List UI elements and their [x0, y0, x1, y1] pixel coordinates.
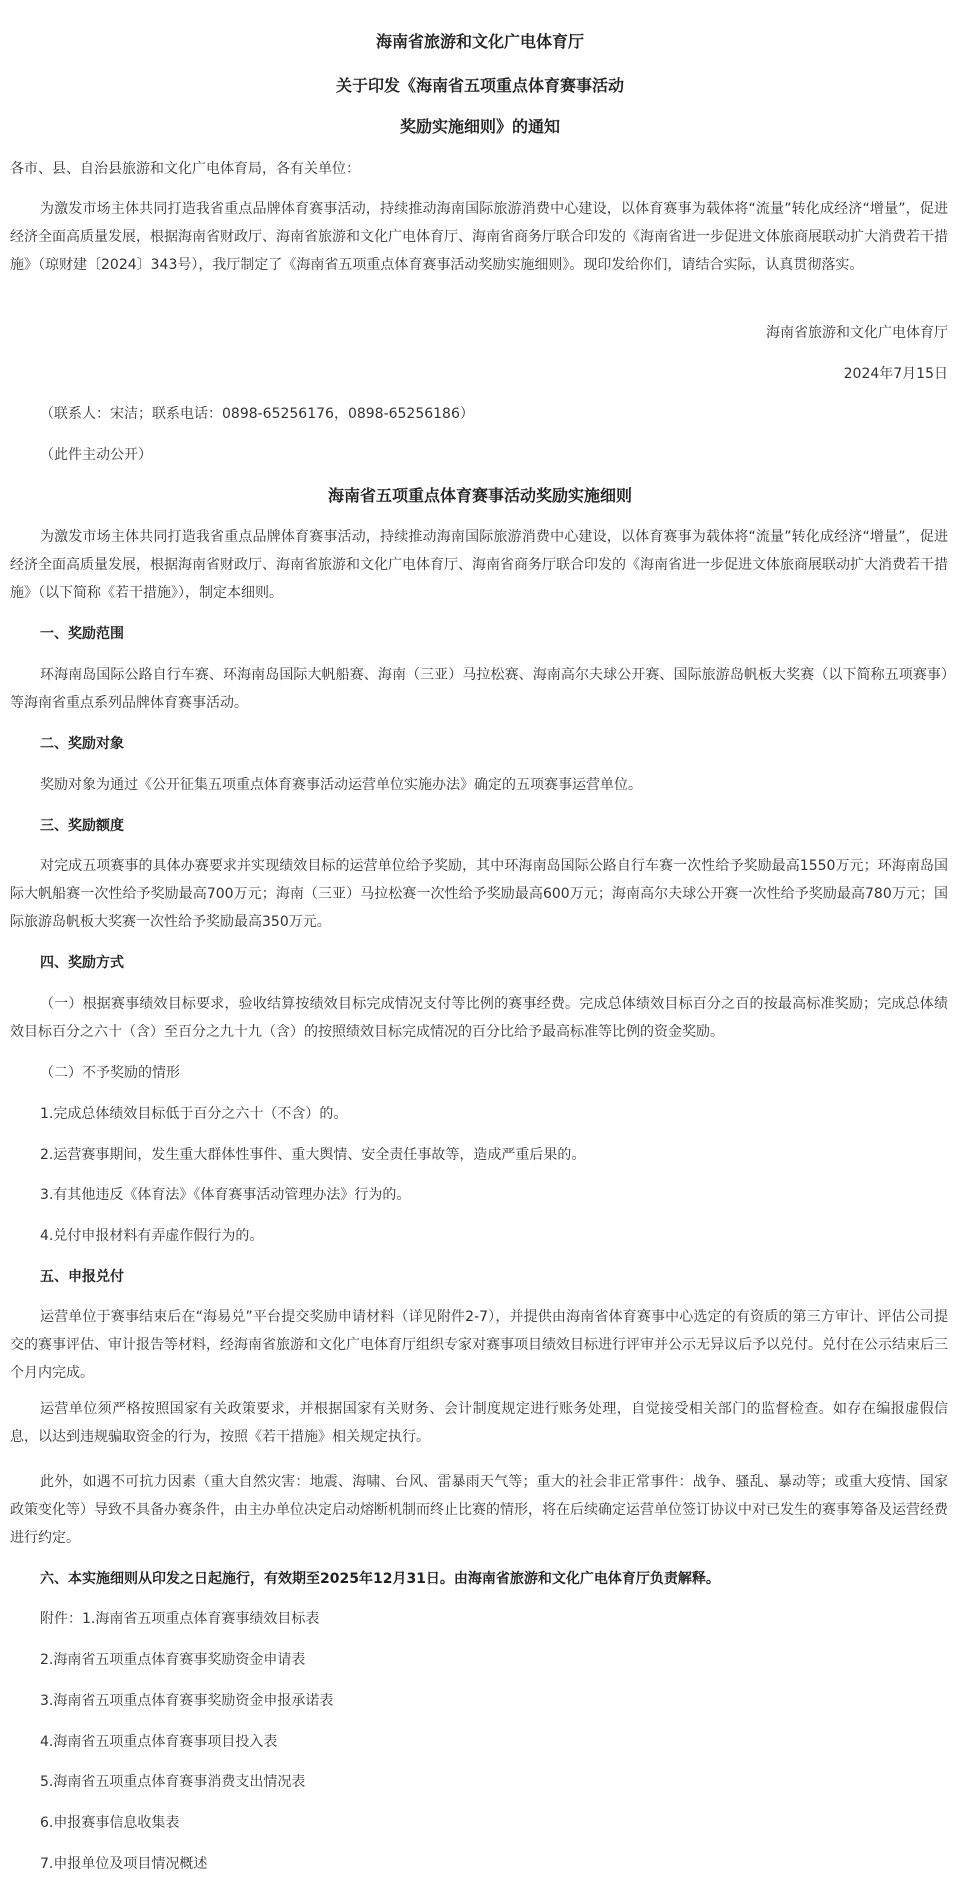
section-4-heading: 四、奖励方式 [40, 955, 124, 971]
section-3-heading: 三、奖励额度 [40, 818, 124, 834]
list-item: 3.有其他违反《体育法》《体育赛事活动管理办法》行为的。 [40, 1187, 411, 1203]
section-5-para-2: 运营单位须严格按照国家有关政策要求，并根据国家有关财务、会计制度规定进行账务处理，自觉接受相关部门的监督检查。如存在编报虚假信息，以达到违规骗取资金的行为，按照《若干措施》相关规定执行。 [10, 1401, 948, 1445]
attachment-item: 7.申报单位及项目情况概述 [40, 1856, 208, 1872]
section-5-heading: 五、申报兑付 [40, 1269, 124, 1285]
signature-date: 2024年7月15日 [843, 366, 948, 382]
doc-title-line-3: 奖励实施细则》的通知 [399, 117, 560, 136]
section-2-body: 奖励对象为通过《公开征集五项重点体育赛事活动运营单位实施办法》确定的五项赛事运营单位。 [40, 777, 642, 793]
attachment-item: 2.海南省五项重点体育赛事奖励资金申请表 [40, 1652, 306, 1668]
rules-preamble: 为激发市场主体共同打造我省重点品牌体育赛事活动，持续推动海南国际旅游消费中心建设，以体育赛事为载体将“流量”转化成经济“增量”，促进经济全面高质量发展，根据海南省财政厅、海南省旅游和文化广电体育厅、海南省商务厅联合印发的《海南省进一步促进文体旅商展联动扩大消费若干措施》（以下简称《若干措施》），制定本细则。 [10, 529, 948, 601]
list-item: 1.完成总体绩效目标低于百分之六十（不含）的。 [40, 1106, 348, 1122]
salutation: 各市、县、自治县旅游和文化广电体育局，各有关单位： [10, 161, 360, 177]
section-4-para-2: （二）不予奖励的情形 [40, 1065, 180, 1081]
section-1-body: 环海南岛国际公路自行车赛、环海南岛国际大帆船赛、海南（三亚）马拉松赛、海南高尔夫球公开赛、国际旅游岛帆板大奖赛（以下简称五项赛事）等海南省重点系列品牌体育赛事活动。 [10, 667, 948, 711]
intro-paragraph: 为激发市场主体共同打造我省重点品牌体育赛事活动，持续推动海南国际旅游消费中心建设，以体育赛事为载体将“流量”转化成经济“增量”，促进经济全面高质量发展，根据海南省财政厅、海南省旅游和文化广电体育厅、海南省商务厅联合印发的《海南省进一步促进文体旅商展联动扩大消费若干措施》（琼财建〔2024〕343号），我厅制定了《海南省五项重点体育赛事活动奖励实施细则》。现印发给你们，请结合实际，认真贯彻落实。 [10, 201, 948, 273]
section-2-heading: 二、奖励对象 [40, 736, 124, 752]
attachment-item: 5.海南省五项重点体育赛事消费支出情况表 [40, 1774, 306, 1790]
section-1-heading: 一、奖励范围 [40, 626, 124, 642]
contact-info: （联系人：宋洁；联系电话：0898-65256176，0898-65256186） [40, 406, 474, 422]
doc-title-line-2: 关于印发《海南省五项重点体育赛事活动 [335, 76, 624, 95]
doc-title-line-1: 海南省旅游和文化广电体育厅 [375, 32, 584, 51]
attachment-item: 4.海南省五项重点体育赛事项目投入表 [40, 1734, 278, 1750]
section-5-para-3: 此外，如遇不可抗力因素（重大自然灾害：地震、海啸、台风、雷暴雨天气等；重大的社会非正常事件：战争、骚乱、暴动等；或重大疫情、国家政策变化等）导致不具备办赛条件，由主办单位决定启动熔断机制而终止比赛的情形，将在后续确定运营单位签订协议中对已发生的赛事筹备及运营经费进行约定。 [10, 1474, 948, 1546]
public-note: （此件主动公开） [40, 447, 152, 463]
attachment-item: 6.申报赛事信息收集表 [40, 1815, 180, 1831]
rules-title: 海南省五项重点体育赛事活动奖励实施细则 [327, 486, 632, 505]
list-item: 4.兑付申报材料有弄虚作假行为的。 [40, 1228, 264, 1244]
section-6-heading: 六、本实施细则从印发之日起施行，有效期至2025年12月31日。由海南省旅游和文化广电体育厅负责解释。 [40, 1571, 720, 1587]
section-5-para-1: 运营单位于赛事结束后在“海易兑”平台提交奖励申请材料（详见附件2-7），并提供由海南省体育赛事中心选定的有资质的第三方审计、评估公司提交的赛事评估、审计报告等材料，经海南省旅游和文化广电体育厅组织专家对赛事项目绩效目标进行评审并公示无异议后予以兑付。兑付在公示结束后三个月内完成。 [10, 1309, 948, 1381]
attachment-item: 3.海南省五项重点体育赛事奖励资金申报承诺表 [40, 1693, 334, 1709]
section-4-para-1: （一）根据赛事绩效目标要求，验收结算按绩效目标完成情况支付等比例的赛事经费。完成总体绩效目标百分之百的按最高标准奖励；完成总体绩效目标百分之六十（含）至百分之九十九（含）的按照绩效目标完成情况的百分比给予最高标准等比例的资金奖励。 [10, 996, 948, 1040]
signature-org: 海南省旅游和文化广电体育厅 [766, 325, 948, 341]
list-item: 2.运营赛事期间，发生重大群体性事件、重大舆情、安全责任事故等，造成严重后果的。 [40, 1147, 586, 1163]
attachment-item: 附件：1.海南省五项重点体育赛事绩效目标表 [40, 1611, 320, 1627]
section-3-body: 对完成五项赛事的具体办赛要求并实现绩效目标的运营单位给予奖励，其中环海南岛国际公路自行车赛一次性给予奖励最高1550万元；环海南岛国际大帆船赛一次性给予奖励最高700万元；海南（三亚）马拉松赛一次性给予奖励最高600万元；海南高尔夫球公开赛一次性给予奖励最高780万元；国际旅游岛帆板大奖赛一次性给予奖励最高350万元。 [10, 858, 948, 930]
